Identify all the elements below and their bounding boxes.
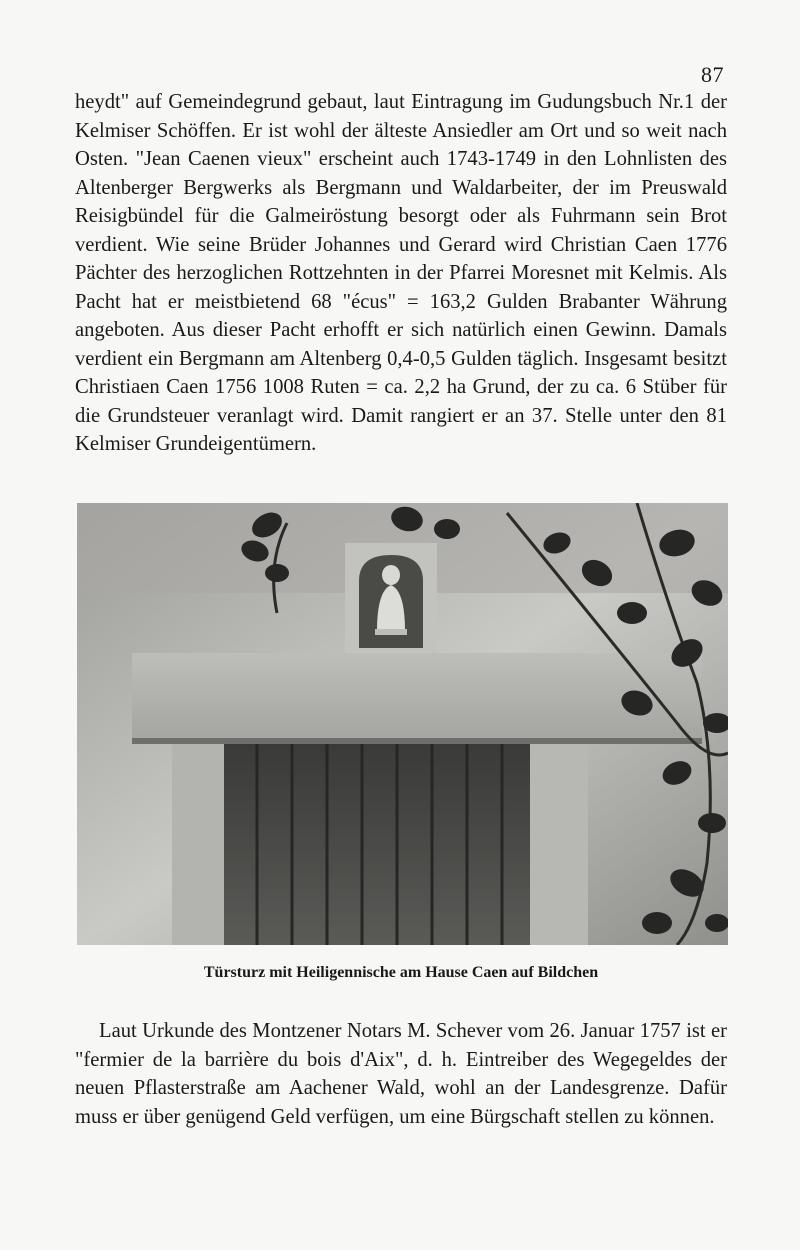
paragraph-2: Laut Urkunde des Montzener Notars M. Schever vom 26. Januar 1757 ist er "fermier de la barrière du bois d'Aix", d. h. Eintreiber des Wegegeldes der neuen Pflasterstraße am Aachener Wald, wohl an der Landesgrenze. Dafür muss er über genügend Geld verfügen, um eine Bürgschaft stellen zu können.: [75, 1020, 727, 1128]
photo-caption: Türsturz mit Heiligennische am Hause Caen auf Bildchen: [203, 964, 599, 981]
paragraph-1: heydt" auf Gemeindegrund gebaut, laut Eintragung im Gudungsbuch Nr.1 der Kelmiser Schöffen. Er ist wohl der älteste Ansiedler am Ort und so weit nach Osten. "Jean Caenen vieux" erscheint auch 1743-1749 in den Lohnlisten des Altenberger Bergwerks als Bergmann und Waldarbeiter, der im Preuswald Reisigbündel für die Galmeiröstung besorgt oder als Fuhrmann sein Brot verdient. Wie seine Brüder Johannes und Gerard wird Christian Caen 1776 Pächter des herzoglichen Rottzehnten in der Pfarrei Moresnet mit Kelmis. Als Pacht hat er meistbietend 68 "écus" = 163,2 Gulden Brabanter Währung angeboten. Aus dieser Pacht erhofft er sich natürlich einen Gewinn. Damals verdient ein Bergmann am Altenberg 0,4-0,5 Gulden täglich. Insgesamt besitzt Christiaen Caen 1756 1008 Ruten = ca. 2,2 ha Grund, der zu ca. 6 Stüber für die Grundsteuer veranlagt wird. Damit rangiert er an 37. Stelle unter den 81 Kelmiser Grundeigentümern.: [75, 91, 727, 455]
door-lintel-photo: [77, 503, 728, 945]
page-number: 87: [701, 62, 724, 87]
